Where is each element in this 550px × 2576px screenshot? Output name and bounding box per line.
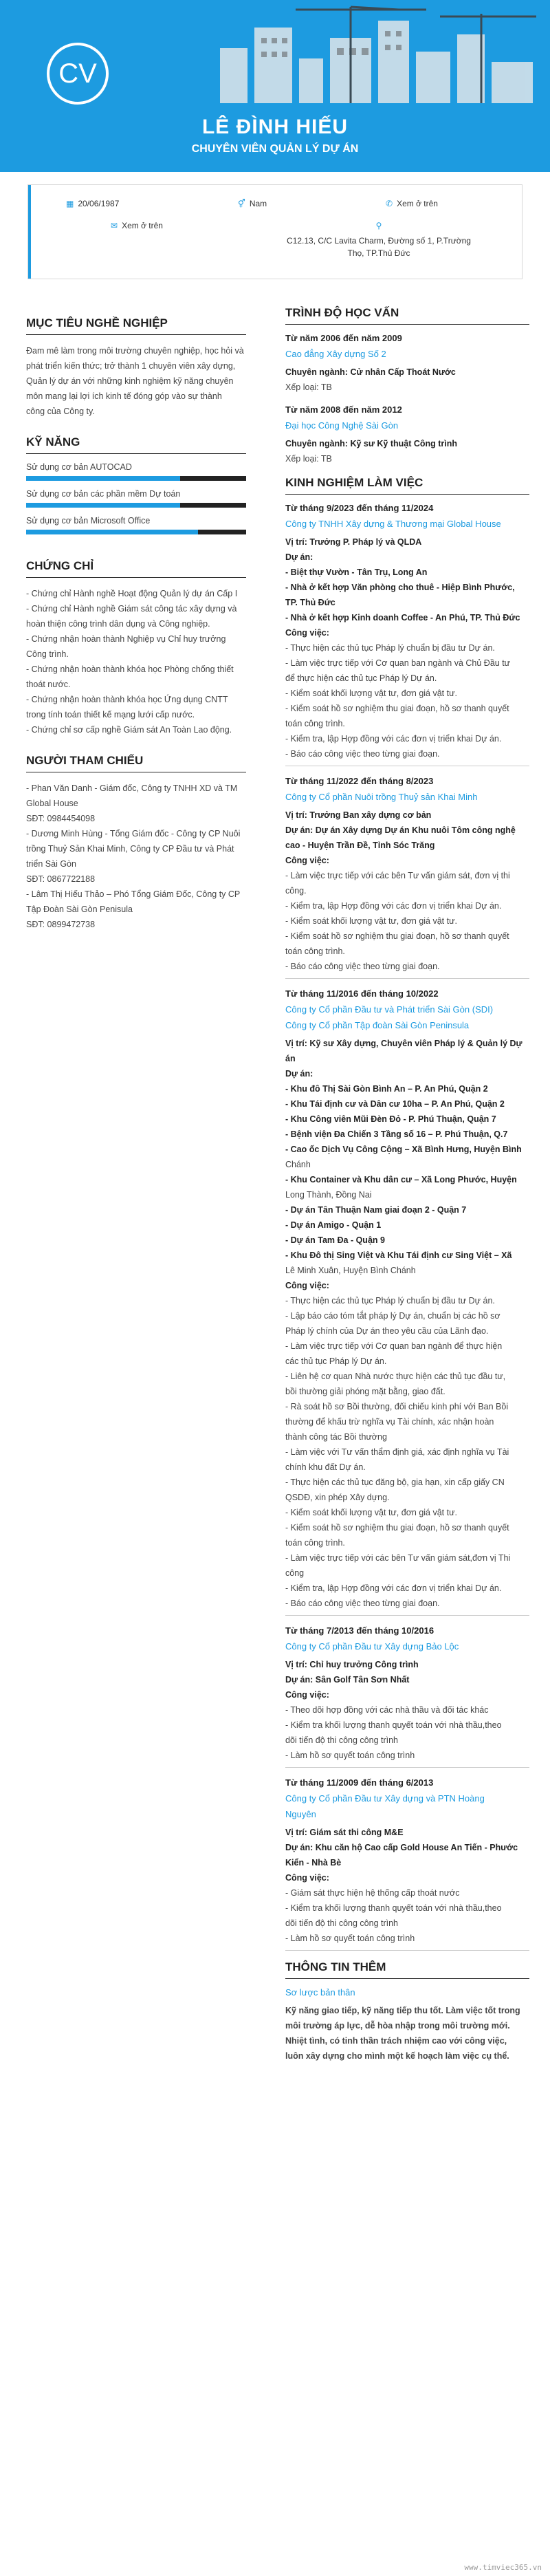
job-divider: [285, 1767, 529, 1768]
job-detail-line: - Khu Container và Khu dân cư – Xã Long Phước, Huyện: [285, 1175, 517, 1184]
job-detail-line: công.: [285, 886, 307, 896]
job-detail-line: - Biệt thự Vườn - Tân Trụ, Long An: [285, 567, 428, 577]
job-detail-line: Công việc:: [285, 856, 329, 865]
skill-item: Sử dụng cơ bản các phần mềm Dự toán: [26, 489, 246, 508]
job-detail-line: công: [285, 1568, 305, 1578]
job-detail-line: để thực hiện các thủ tục Pháp lý Dự án.: [285, 673, 437, 683]
job-detail-line: - Báo cáo công việc theo từng giai đoạn.: [285, 749, 440, 759]
job-detail-line: toán công trình.: [285, 1538, 345, 1548]
job-detail-line: - Khu Đô thị Sing Việt và Khu Tái định cư Sing Việt – Xã: [285, 1251, 512, 1260]
job-detail-line: - Dự án Tam Đa - Quận 9: [285, 1235, 385, 1245]
job-detail-line: toán công trình.: [285, 719, 345, 728]
skill-bar-fill: [26, 503, 180, 508]
job-item: [285, 776, 529, 979]
job-period: Từ tháng 11/2016 đến tháng 10/2022: [285, 988, 439, 999]
job-detail-line: - Làm hồ sơ quyết toán công trình: [285, 1934, 415, 1943]
gender-value: Nam: [249, 199, 267, 208]
job-detail-line: - Làm việc trực tiếp với các bên Tư vấn giám sát, đơn vị thi: [285, 871, 510, 880]
job-detail-line: - Khu Tái định cư và Dân cư 10ha – P. An Phú, Quận 2: [285, 1099, 505, 1109]
job-detail-line: thường để khấu trừ nghĩa vụ Tài chính, xác nhận hoàn: [285, 1417, 494, 1427]
job-detail-line: - Kiểm tra khối lượng thanh quyết toán với nhà thầu,theo: [285, 1903, 502, 1913]
job-period: Từ tháng 11/2009 đến tháng 6/2013: [285, 1777, 434, 1788]
job-detail-line: - Cao ốc Dịch Vụ Công Cộng – Xã Bình Hưng, Huyện Bình: [285, 1145, 522, 1154]
job-detail-line: TP. Thủ Đức: [285, 598, 336, 607]
job-detail-line: - Báo cáo công việc theo từng giai đoạn.: [285, 962, 440, 971]
job-company: Công ty Cổ phần Tập đoàn Sài Gòn Peninsula: [285, 1020, 470, 1030]
address-value: C12.13, C/C Lavita Charm, Đường số 1, P.Trường Thọ, TP.Thủ Đức: [287, 236, 471, 258]
job-detail-line: Công việc:: [285, 628, 329, 638]
job-detail-line: án: [285, 1054, 296, 1063]
job-detail-line: - Kiểm tra, lập Hợp đồng với các đơn vị triển khai Dự án.: [285, 734, 502, 744]
job-detail-line: Vị trí: Trưởng Ban xây dựng cơ bản: [285, 810, 432, 820]
job-detail-line: - Làm việc trực tiếp với các bên Tư vấn giám sát,đơn vị Thi: [285, 1553, 511, 1563]
info-accent-bar: [28, 185, 31, 279]
email-item: [111, 221, 163, 230]
career-goal-text: Đam mê làm trong môi trường chuyên nghiệp, học hỏi và phát triển kiến thức; trở thành 1 chuyên viên xây dựng, Quản lý dự án với những kinh nghiệm kỹ năng chuyên môn mang lại lợi ích kinh tế đóng góp vào sự thành công của Công ty.: [26, 346, 244, 416]
phone-icon: ✆: [386, 199, 393, 208]
references-heading: NGƯỜI THAM CHIẾU: [26, 754, 246, 772]
other-info-text: Kỹ năng giao tiếp, kỹ năng tiếp thu tốt. Làm việc tốt trong môi trường áp lực, dễ hòa nhập trong môi trường mới. Nhiệt tình, có tinh thần trách nhiệm cao với công việc, luôn xây dựng cho mình một kế hoạch làm việc cụ thể.: [285, 2006, 520, 2061]
job-detail-line: bồi thường giải phóng mặt bằng, giao đất.: [285, 1387, 446, 1396]
job-detail-line: Chánh: [285, 1160, 311, 1169]
job-detail-line: Vị trí: Trưởng P. Pháp lý và QLDA: [285, 537, 422, 547]
job-detail-line: dõi tiến độ thi công công trình: [285, 1735, 399, 1745]
experience-list: [285, 503, 529, 1951]
job-detail-line: Công việc:: [285, 1281, 329, 1290]
gender-icon: ⚥: [238, 199, 245, 208]
other-info-heading: THÔNG TIN THÊM: [285, 1960, 529, 1979]
job-detail-line: - Khu đô Thị Sài Gòn Bình An – P. An Phú, Quận 2: [285, 1084, 488, 1094]
phone-item: [386, 199, 438, 208]
job-detail-line: Vị trí: Kỹ sư Xây dựng, Chuyên viên Pháp lý & Quản lý Dự: [285, 1039, 522, 1048]
city-skyline-illustration: [192, 0, 550, 110]
skill-bar: [26, 503, 246, 508]
education-item: Từ năm 2008 đến năm 2012 Đại học Công Nghệ Sài Gòn Chuyên ngành: Kỹ sư Kỹ thuật Công trình Xếp loại: TB: [285, 404, 458, 464]
skill-item: Sử dụng cơ bản Microsoft Office: [26, 516, 246, 534]
job-detail-line: - Lập báo cáo tóm tắt pháp lý Dự án, chuẩn bị các hồ sơ: [285, 1311, 500, 1321]
job-divider: [285, 978, 529, 979]
job-detail-line: - Làm việc với Tư vấn thẩm định giá, xác định nghĩa vụ Tài: [285, 1447, 509, 1457]
job-company: Công ty Cổ phần Đầu tư Xây dựng Bảo Lộc: [285, 1641, 459, 1652]
job-detail-line: Dự án:: [285, 552, 314, 562]
job-detail-line: Lê Minh Xuân, Huyện Bình Chánh: [285, 1266, 416, 1275]
job-detail-line: Kiển - Nhà Bè: [285, 1858, 342, 1868]
job-detail-line: - Bệnh viện Đa Chiến 3 Tầng số 16 – P. Phú Thuận, Q.7: [285, 1129, 508, 1139]
job-detail-line: - Dự án Tân Thuận Nam giai đoạn 2 - Quận 7: [285, 1205, 467, 1215]
cv-avatar-circle: CV: [47, 43, 109, 105]
job-company: Công ty Cổ phần Nuôi trồng Thuỷ sản Khai Minh: [285, 792, 478, 802]
job-detail-line: - Kiểm soát khối lượng vật tư, đơn giá vật tư.: [285, 689, 457, 698]
job-item: [285, 1625, 529, 1768]
references-text: - Phan Văn Danh - Giám đốc, Công ty TNHH XD và TM Global House SĐT: 0984454098 - Dương Minh Hùng - Tổng Giám đốc - Công ty CP Nuôi trồng Thuỷ Sản Khai Minh, Công ty CP Đầu tư và Phát triển Sài Gòn SĐT: 0867722188 - Lâm Thị Hiếu Thảo – Phó Tổng Giám Đốc, Công ty CP Tập Đoàn Sài Gòn Penisula SĐT: 0899472738: [26, 783, 241, 929]
job-detail-line: Dự án: Khu căn hộ Cao cấp Gold House An Tiến - Phước: [285, 1843, 518, 1852]
gender-item: [238, 199, 267, 208]
job-detail-line: - Kiểm tra khối lượng thanh quyết toán với nhà thầu,theo: [285, 1720, 502, 1730]
job-period: Từ tháng 9/2023 đến tháng 11/2024: [285, 503, 434, 513]
email-icon: ✉: [111, 221, 118, 230]
career-goal-heading: MỤC TIÊU NGHỀ NGHIỆP: [26, 316, 246, 335]
location-pin-icon: ⚲: [375, 221, 382, 230]
job-detail-line: Long Thành, Đồng Nai: [285, 1190, 372, 1200]
candidate-title: CHUYÊN VIÊN QUẢN LÝ DỰ ÁN: [191, 143, 359, 155]
job-detail-line: Dự án: Sân Golf Tân Sơn Nhất: [285, 1675, 410, 1685]
job-detail-line: - Giám sát thực hiện hệ thống cấp thoát nước: [285, 1888, 460, 1898]
job-detail-line: - Làm việc trực tiếp với Cơ quan ban ngành và Chủ Đầu tư: [285, 658, 511, 668]
job-detail-line: dõi tiến độ thi công công trình: [285, 1918, 399, 1928]
job-item: [285, 503, 529, 766]
skill-bar-fill: [26, 530, 198, 534]
job-detail-line: - Kiểm tra, lập Hợp đồng với các đơn vị triển khai Dự án.: [285, 901, 502, 911]
job-detail-line: Dự án: Dự án Xây dựng Dự án Khu nuôi Tôm công nghệ: [285, 825, 516, 835]
job-detail-line: - Thực hiện các thủ tục Pháp lý chuẩn bị đầu tư Dự án.: [285, 643, 495, 653]
job-detail-line: thành công tác Bồi thường: [285, 1432, 387, 1442]
job-detail-line: toán công trình.: [285, 946, 345, 956]
header-banner: [0, 0, 550, 172]
dob-value: 20/06/1987: [78, 199, 120, 208]
job-detail-line: - Làm việc trực tiếp với Cơ quan ban ngành để thực hiện: [285, 1341, 503, 1351]
job-detail-line: Công việc:: [285, 1873, 329, 1883]
job-detail-line: - Báo cáo công việc theo từng giai đoạn.: [285, 1599, 440, 1608]
job-detail-line: - Nhà ở kết hợp Kinh doanh Coffee - An Phú, TP. Thủ Đức: [285, 613, 520, 623]
education-heading: TRÌNH ĐỘ HỌC VẤN: [285, 306, 529, 325]
job-company: Công ty Cổ phần Đầu tư Xây dựng và PTN Hoàng: [285, 1793, 485, 1804]
job-detail-line: - Làm hồ sơ quyết toán công trình: [285, 1751, 415, 1760]
job-detail-line: - Rà soát hồ sơ Bồi thường, đối chiếu kinh phí với Ban Bồi: [285, 1402, 509, 1411]
skill-bar-fill: [26, 476, 180, 481]
job-divider: [285, 1615, 529, 1616]
job-detail-line: - Kiểm tra, lập Hợp đồng với các đơn vị triển khai Dự án.: [285, 1583, 502, 1593]
skill-item: Sử dụng cơ bản AUTOCAD: [26, 462, 246, 481]
job-detail-line: - Kiểm soát hồ sơ nghiệm thu giai đoạn, hồ sơ thanh quyết: [285, 704, 509, 713]
job-detail-line: - Nhà ở kết hợp Văn phòng cho thuê - Hiệp Bình Phước,: [285, 583, 515, 592]
right-column: [285, 306, 529, 2064]
job-detail-line: Dự án:: [285, 1069, 314, 1079]
job-divider: [285, 1950, 529, 1951]
job-detail-line: - Kiểm soát khối lượng vật tư, đơn giá vật tư.: [285, 1508, 457, 1517]
personal-info-box: [28, 184, 522, 279]
job-detail-line: các thủ tục Pháp lý Dự án.: [285, 1356, 387, 1366]
job-detail-line: - Kiểm soát hồ sơ nghiệm thu giai đoạn, hồ sơ thanh quyết: [285, 1523, 509, 1533]
address-item: [276, 221, 482, 259]
job-detail-line: cao - Huyện Trần Đề, Tỉnh Sóc Trăng: [285, 841, 435, 850]
calendar-icon: ▦: [66, 199, 74, 208]
job-detail-line: - Thực hiện các thủ tục Pháp lý chuẩn bị đầu tư Dự án.: [285, 1296, 495, 1306]
job-detail-line: - Theo dõi hợp đồng với các nhà thầu và đối tác khác: [285, 1705, 489, 1715]
skills-heading: KỸ NĂNG: [26, 435, 246, 454]
job-period: Từ tháng 11/2022 đến tháng 8/2023: [285, 776, 434, 786]
job-detail-line: - Kiểm soát khối lượng vật tư, đơn giá vật tư.: [285, 916, 457, 926]
job-company: Nguyên: [285, 1809, 316, 1819]
job-detail-line: chính khu đất Dự án.: [285, 1462, 366, 1472]
job-item: [285, 1777, 529, 1951]
job-detail-line: - Liên hệ cơ quan Nhà nước thực hiện các thủ tục đầu tư,: [285, 1372, 506, 1381]
certificates-heading: CHỨNG CHỈ: [26, 559, 246, 578]
email-value: Xem ở trên: [122, 221, 163, 230]
other-info-subheading: Sơ lược bản thân: [285, 1987, 355, 1998]
job-detail-line: - Dự án Amigo - Quận 1: [285, 1220, 382, 1230]
job-detail-line: Vị trí: Chỉ huy trưởng Công trình: [285, 1660, 419, 1669]
job-detail-line: Pháp lý chính của Dự án theo yêu cầu của Lãnh đạo.: [285, 1326, 489, 1336]
skill-bar: [26, 530, 246, 534]
certificates-text: - Chứng chỉ Hành nghề Hoạt động Quản lý dự án Cấp I - Chứng chỉ Hành nghề Giám sát công tác xây dựng và hoàn thiện công trình dân dụng và Công nghiệp. - Chứng nhận hoàn thành Nghiệp vụ Chỉ huy trưởng Công trình. - Chứng nhận hoàn thành khóa học Phòng chống thiết thoát nước. - Chứng nhận hoàn thành khóa học Ứng dụng CNTT trong tính toán thiết kế mạng lưới cấp nước. - Chứng chỉ sơ cấp nghề Giám sát An Toàn Lao động.: [26, 589, 238, 735]
job-period: Từ tháng 7/2013 đến tháng 10/2016: [285, 1625, 434, 1636]
dob-item: [66, 199, 119, 208]
job-detail-line: - Thực hiện các thủ tục đăng bộ, gia hạn, xin cấp giấy CN: [285, 1478, 505, 1487]
left-column: [26, 316, 246, 932]
job-item: [285, 988, 529, 1616]
job-detail-line: - Khu Công viên Mũi Đèn Đỏ - P. Phú Thuận, Quận 7: [285, 1114, 496, 1124]
job-detail-line: Công việc:: [285, 1690, 329, 1700]
job-detail-line: Vị trí: Giám sát thi công M&E: [285, 1828, 404, 1837]
job-detail-line: - Kiểm soát hồ sơ nghiệm thu giai đoạn, hồ sơ thanh quyết: [285, 931, 509, 941]
education-item: Từ năm 2006 đến năm 2009 Cao đẳng Xây dựng Số 2 Chuyên ngành: Cử nhân Cấp Thoát Nước Xếp loại: TB: [285, 333, 456, 392]
job-company: Công ty TNHH Xây dựng & Thương mại Global House: [285, 519, 501, 529]
watermark: www.timviec365.vn: [464, 2563, 542, 2572]
skill-bar: [26, 476, 246, 481]
phone-value: Xem ở trên: [397, 199, 438, 208]
candidate-name: LÊ ĐÌNH HIẾU: [201, 116, 348, 138]
job-company: Công ty Cổ phần Đầu tư và Phát triển Sài Gòn (SDI): [285, 1004, 494, 1015]
job-detail-line: QSDĐ, xin phép Xây dựng.: [285, 1493, 390, 1502]
experience-heading: KINH NGHIỆM LÀM VIỆC: [285, 476, 529, 495]
